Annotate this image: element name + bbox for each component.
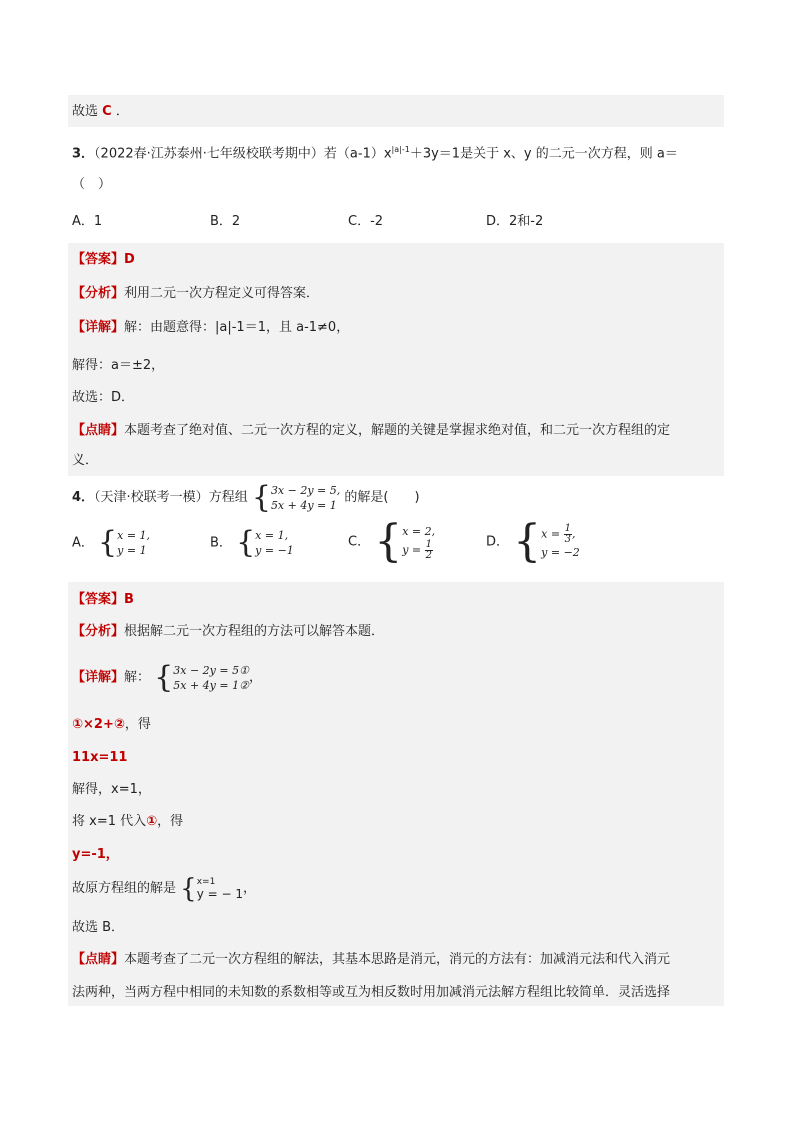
q3-detail: 【详解】解：由题意得：|a|-1＝1，且 a-1≠0， [72, 320, 350, 335]
q4-step-6: 故原方程组的解是 { x=1 y = − 1 ， [72, 873, 257, 904]
q3-source: （2022春·江苏泰州·七年级校联考期中） [94, 146, 324, 162]
q3-comment-2: 义． [72, 453, 99, 468]
q4-option-d: D． { x = $\frac{1}{3}$ , y = −2 [486, 516, 580, 567]
q4-equation-system: { 3x − 2y = 5, 5x + 4y = 1 [251, 479, 341, 515]
q3-paren: （ ） [72, 177, 112, 192]
q3-option-c: C．-2 [348, 214, 384, 229]
q4-comment-2: 法两种，当两方程中相同的未知数的系数相等或互为相反数时用加减消元法解方程组比较简单．灵活选择 [72, 985, 671, 1000]
shade-q4-solution [68, 582, 724, 1006]
q4-stem: 4．（天津·校联考一模）方程组 { 3x − 2y = 5, 5x + 4y = 1 的解是( ) [72, 479, 420, 515]
q4-solution-system: { x=1 y = − 1 [180, 873, 243, 904]
q3-exponent: |a|-1 [391, 145, 410, 154]
q3-option-d: D．2和-2 [486, 214, 544, 229]
q3-detail-2: 解得：a＝±2， [72, 358, 165, 373]
q4-number: 4． [72, 490, 95, 505]
q4-answer: 【答案】B [72, 592, 134, 607]
q3-comment: 【点睛】本题考查了绝对值、二元一次方程的定义，解题的关键是掌握求绝对值，和二元一次方程组的定 [72, 423, 671, 438]
q4-analysis: 【分析】根据解二元一次方程组的方法可以解答本题． [72, 624, 385, 639]
q4-source: （天津·校联考一模） [94, 490, 209, 505]
q3-option-b: B．2 [210, 214, 241, 229]
q4-detail: 【详解】解： { 3x − 2y = 5① 5x + 4y = 1② ， [72, 659, 262, 695]
q3-stem: 3．（2022春·江苏泰州·七年级校联考期中）若$(a-1)x^{|a|-1}+3y=1$是关于 x、y 的二元一次方程，则 a＝ [72, 145, 678, 162]
q4-comment: 【点睛】本题考查了二元一次方程组的解法，其基本思路是消元，消元的方法有：加减消元法和代入消元 [72, 952, 671, 967]
q4-step-4: 将 x=1 代入①，得 [72, 814, 184, 829]
q3-option-a: A．1 [72, 214, 103, 229]
q3-analysis: 【分析】利用二元一次方程定义可得答案． [72, 286, 320, 301]
q2-answer: C [102, 104, 112, 119]
shade-q3-solution [68, 243, 724, 476]
q4-step-7: 故选 B． [72, 920, 125, 935]
shade-q2-tail [68, 95, 724, 127]
q4-option-b: B． { x = 1, y = −1 [210, 525, 294, 560]
q3-number: 3． [72, 146, 95, 162]
q4-option-c: C． { x = 2, y = $\frac{1}{2}$ [348, 516, 436, 567]
q4-step-2: 11x=11 [72, 750, 128, 765]
q4-step-5: y=-1， [72, 847, 119, 862]
q4-step-3: 解得，x=1， [72, 782, 151, 797]
q3-answer: 【答案】D [72, 252, 135, 267]
q4-detail-system: { 3x − 2y = 5① 5x + 4y = 1② [154, 659, 249, 695]
q4-step-1: ①×2+②，得 [72, 717, 151, 732]
q3-detail-3: 故选：D． [72, 390, 135, 405]
q2-conclusion: 故选 C ． [72, 104, 129, 119]
q4-option-a: A． { x = 1, y = 1 [72, 525, 151, 560]
